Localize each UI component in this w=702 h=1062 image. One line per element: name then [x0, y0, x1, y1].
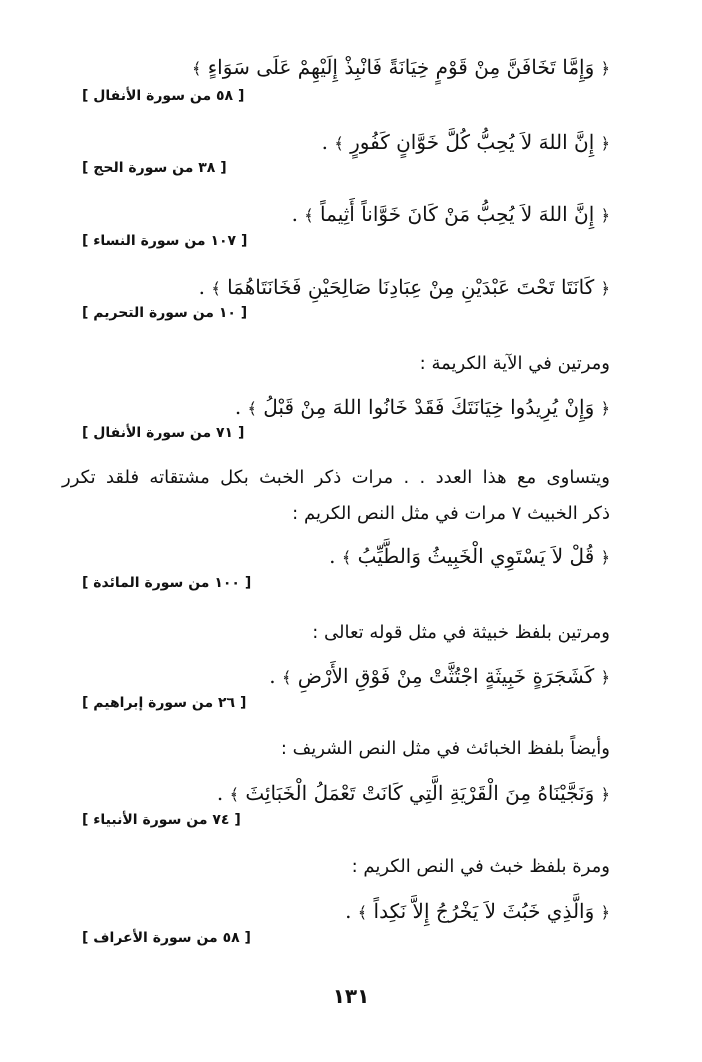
verse-trailer: .	[329, 544, 336, 568]
verse-reference-3: [ ١٠٧ من سورة النساء ]	[82, 233, 248, 249]
paragraph-equal-line-1: ويتساوى مع هذا العدد . . مرات ذكر الخبث بكل مشتقاته فلقد تكرر	[62, 467, 610, 488]
ornate-bracket-close-icon: ﴾	[211, 279, 221, 298]
paragraph-khabitha: ومرتين بلفظ خبيثة في مثل قوله تعالى :	[312, 622, 610, 643]
ornate-bracket-open-icon: ﴿	[600, 399, 610, 418]
ornate-bracket-open-icon: ﴿	[600, 903, 610, 922]
quran-verse-4	[199, 272, 610, 304]
quran-verse-8	[217, 778, 610, 810]
quran-verse-6	[329, 541, 610, 573]
quran-verse-1	[192, 52, 610, 84]
ornate-bracket-close-icon: ﴾	[334, 134, 344, 153]
verse-text: إِنَّ اللهَ لاَ يُحِبُّ مَنْ كَانَ خَوَّاناً أَثِيماً	[320, 202, 595, 226]
paragraph-khabutha: ومرة بلفظ خبث في النص الكريم :	[351, 856, 610, 877]
verse-trailer: .	[321, 130, 329, 154]
ornate-bracket-close-icon: ﴾	[304, 206, 314, 225]
quran-verse-2	[322, 127, 610, 159]
ornate-bracket-close-icon: ﴾	[281, 668, 292, 687]
ornate-bracket-open-icon: ﴿	[600, 668, 610, 687]
verse-trailer: .	[291, 202, 298, 226]
page-number: ١٣١	[332, 984, 370, 1008]
ornate-bracket-close-icon: ﴾	[229, 785, 239, 804]
quran-verse-3	[292, 199, 610, 231]
verse-text: وَالَّذِي خَبُثَ لاَ يَخْرُجُ إِلاَّ نَكِداً	[373, 899, 595, 923]
verse-trailer: .	[198, 275, 205, 299]
verse-text: قُلْ لاَ يَسْتَوِي الْخَبِيثُ وَالطَّيِّبُ	[357, 544, 595, 568]
verse-reference-2: [ ٣٨ من سورة الحج ]	[82, 160, 227, 176]
verse-text: كَانَتَا تَحْتَ عَبْدَيْنِ مِنْ عِبَادِنَا صَالِحَيْنِ فَخَانَتَاهُمَا	[227, 275, 595, 299]
ornate-bracket-close-icon: ﴾	[357, 903, 368, 922]
ornate-bracket-open-icon: ﴿	[600, 134, 610, 153]
ornate-bracket-open-icon: ﴿	[600, 279, 610, 298]
verse-reference-4: [ ١٠ من سورة التحريم ]	[82, 305, 248, 321]
verse-reference-5: [ ٧١ من سورة الأنفال ]	[82, 425, 245, 441]
verse-reference-8: [ ٧٤ من سورة الأنبياء ]	[82, 812, 241, 828]
ornate-bracket-open-icon: ﴿	[600, 59, 610, 78]
ornate-bracket-close-icon: ﴾	[247, 399, 257, 418]
verse-trailer: .	[216, 781, 224, 805]
ornate-bracket-open-icon: ﴿	[600, 785, 610, 804]
ornate-bracket-open-icon: ﴿	[600, 548, 610, 567]
quran-verse-5	[235, 392, 610, 424]
verse-trailer: .	[234, 395, 242, 419]
verse-reference-6: [ ١٠٠ من سورة المائدة ]	[82, 575, 252, 591]
verse-trailer: .	[269, 664, 276, 688]
verse-text: وَإِمَّا تَخَافَنَّ مِنْ قَوْمٍ خِيَانَةً فَانْبِذْ إِلَيْهِمْ عَلَى سَوَاءٍ	[207, 55, 595, 79]
paragraph-khabaith: وأيضاً بلفظ الخبائث في مثل النص الشريف :	[280, 738, 610, 759]
verse-reference-9: [ ٥٨ من سورة الأعراف ]	[82, 930, 251, 946]
quran-verse-9	[345, 896, 610, 928]
verse-text: كَشَجَرَةٍ خَبِيثَةٍ اجْتُثَّتْ مِنْ فَوْقِ الأَرْضِ	[297, 664, 595, 688]
verse-reference-1: [ ٥٨ من سورة الأنفال ]	[82, 88, 245, 104]
paragraph-twice: ومرتين في الآية الكريمة :	[419, 353, 610, 374]
ornate-bracket-close-icon: ﴾	[341, 548, 352, 567]
verse-text: وَإِنْ يُرِيدُوا خِيَانَتَكَ فَقَدْ خَانُوا اللهَ مِنْ قَبْلُ	[263, 395, 595, 419]
ornate-bracket-open-icon: ﴿	[600, 206, 610, 225]
quran-verse-7	[269, 661, 610, 693]
verse-text: وَنَجَّيْنَاهُ مِنَ الْقَرْيَةِ الَّتِي كَانَتْ تَعْمَلُ الْخَبَائِثَ	[245, 781, 595, 805]
verse-trailer: .	[345, 899, 352, 923]
ornate-bracket-close-icon: ﴾	[192, 59, 202, 78]
verse-text: إِنَّ اللهَ لاَ يُحِبُّ كُلَّ خَوَّانٍ كَفُورٍ	[350, 130, 595, 154]
paragraph-equal-line-2: ذكر الخبيث ٧ مرات في مثل النص الكريم :	[292, 503, 610, 524]
verse-reference-7: [ ٢٦ من سورة إبراهيم ]	[82, 695, 247, 711]
